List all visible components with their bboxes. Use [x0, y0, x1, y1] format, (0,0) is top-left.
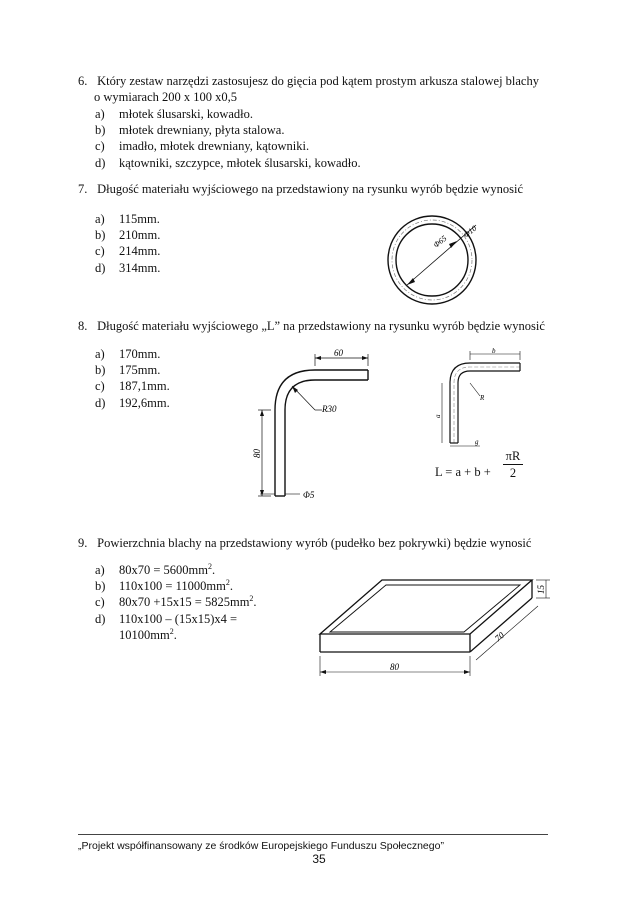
formula-lhs: L = a + b + — [435, 465, 491, 479]
question-text: Który zestaw narzędzi zastosujesz do gięcia pod kątem prostym arkusza stalowej blachy — [97, 74, 539, 88]
option-d: d) 192,6mm. — [95, 395, 170, 410]
page-number: 35 — [312, 852, 326, 866]
option-a: a) młotek ślusarski, kowadło. — [95, 107, 254, 121]
option-c: c) $80x70 +15x15 = 5825mm^2$. — [95, 594, 257, 610]
question-6 — [78, 73, 539, 105]
question-number: 6. — [78, 74, 88, 88]
formula-denominator: 2 — [509, 466, 517, 480]
dim-height: 80 — [252, 449, 262, 458]
question-7 — [78, 181, 523, 197]
q9-options — [95, 562, 257, 643]
option-d-cont: $10100mm^2$. — [119, 626, 177, 642]
dim-width: 70 — [492, 630, 507, 644]
label-a: a — [434, 414, 442, 418]
bent-rod-schematic — [420, 348, 530, 453]
formula-fraction — [503, 448, 523, 481]
question-8 — [78, 318, 545, 334]
ring-figure — [380, 208, 500, 308]
question-number: 8. — [78, 319, 88, 333]
question-text: Długość materiału wyjściowego na przedstawiony na rysunku wyrób będzie wynosić — [97, 182, 524, 196]
footer-divider — [78, 834, 548, 835]
open-box-figure — [310, 572, 560, 692]
q8-options — [95, 346, 170, 411]
option-a: a) $80x70 = 5600mm^2$. — [95, 561, 216, 577]
option-d: d) kątowniki, szczypce, młotek ślusarski, kowadło. — [95, 155, 361, 170]
dim-radius: R30 — [322, 404, 337, 414]
option-a: a) 170mm. — [95, 347, 161, 361]
option-d: d) 314mm. — [95, 260, 161, 275]
label-b: b — [492, 348, 496, 355]
dim-top-length: 60 — [334, 348, 343, 358]
q6-options — [95, 106, 361, 171]
question-9 — [78, 535, 531, 551]
footer-text: „Projekt współfinansowany ze środków Europejskiego Funduszu Społecznego” — [78, 840, 444, 852]
question-number: 7. — [78, 182, 88, 196]
dim-length: 80 — [390, 662, 399, 672]
label-r: R — [480, 394, 485, 402]
option-b: b) młotek drewniany, płyta stalowa. — [95, 123, 285, 138]
question-number: 9. — [78, 536, 88, 550]
option-c: c) 214mm. — [95, 244, 161, 259]
question-text: Długość materiału wyjściowego „L” na przedstawiony na rysunku wyrób będzie wynosić — [97, 319, 545, 333]
dim-wire-diameter: Φ10 — [461, 223, 479, 240]
bent-rod-figure — [240, 348, 380, 503]
q7-options — [95, 211, 160, 276]
option-b: b) 175mm. — [95, 363, 161, 378]
option-a: a) 115mm. — [95, 212, 160, 226]
option-b: b) 210mm. — [95, 228, 161, 243]
label-g: g — [475, 438, 479, 446]
question-text-cont: o wymiarach 200 x 100 x0,5 — [94, 90, 238, 104]
dim-wire: Φ5 — [303, 490, 315, 500]
question-text: Powierzchnia blachy na przedstawiony wyrób (pudełko bez pokrywki) będzie wynosić — [97, 536, 532, 550]
formula-numerator: πR — [503, 448, 523, 465]
option-c: c) 187,1mm. — [95, 379, 170, 394]
dim-height: 15 — [536, 585, 546, 594]
option-b: b) $110x100 = 11000mm^2$. — [95, 578, 233, 594]
option-c: c) imadło, młotek drewniany, kątowniki. — [95, 139, 310, 154]
option-d: d) 110x100 – (15x15)x4 = — [95, 611, 238, 626]
dim-inner-diameter: Φ65 — [431, 233, 449, 250]
